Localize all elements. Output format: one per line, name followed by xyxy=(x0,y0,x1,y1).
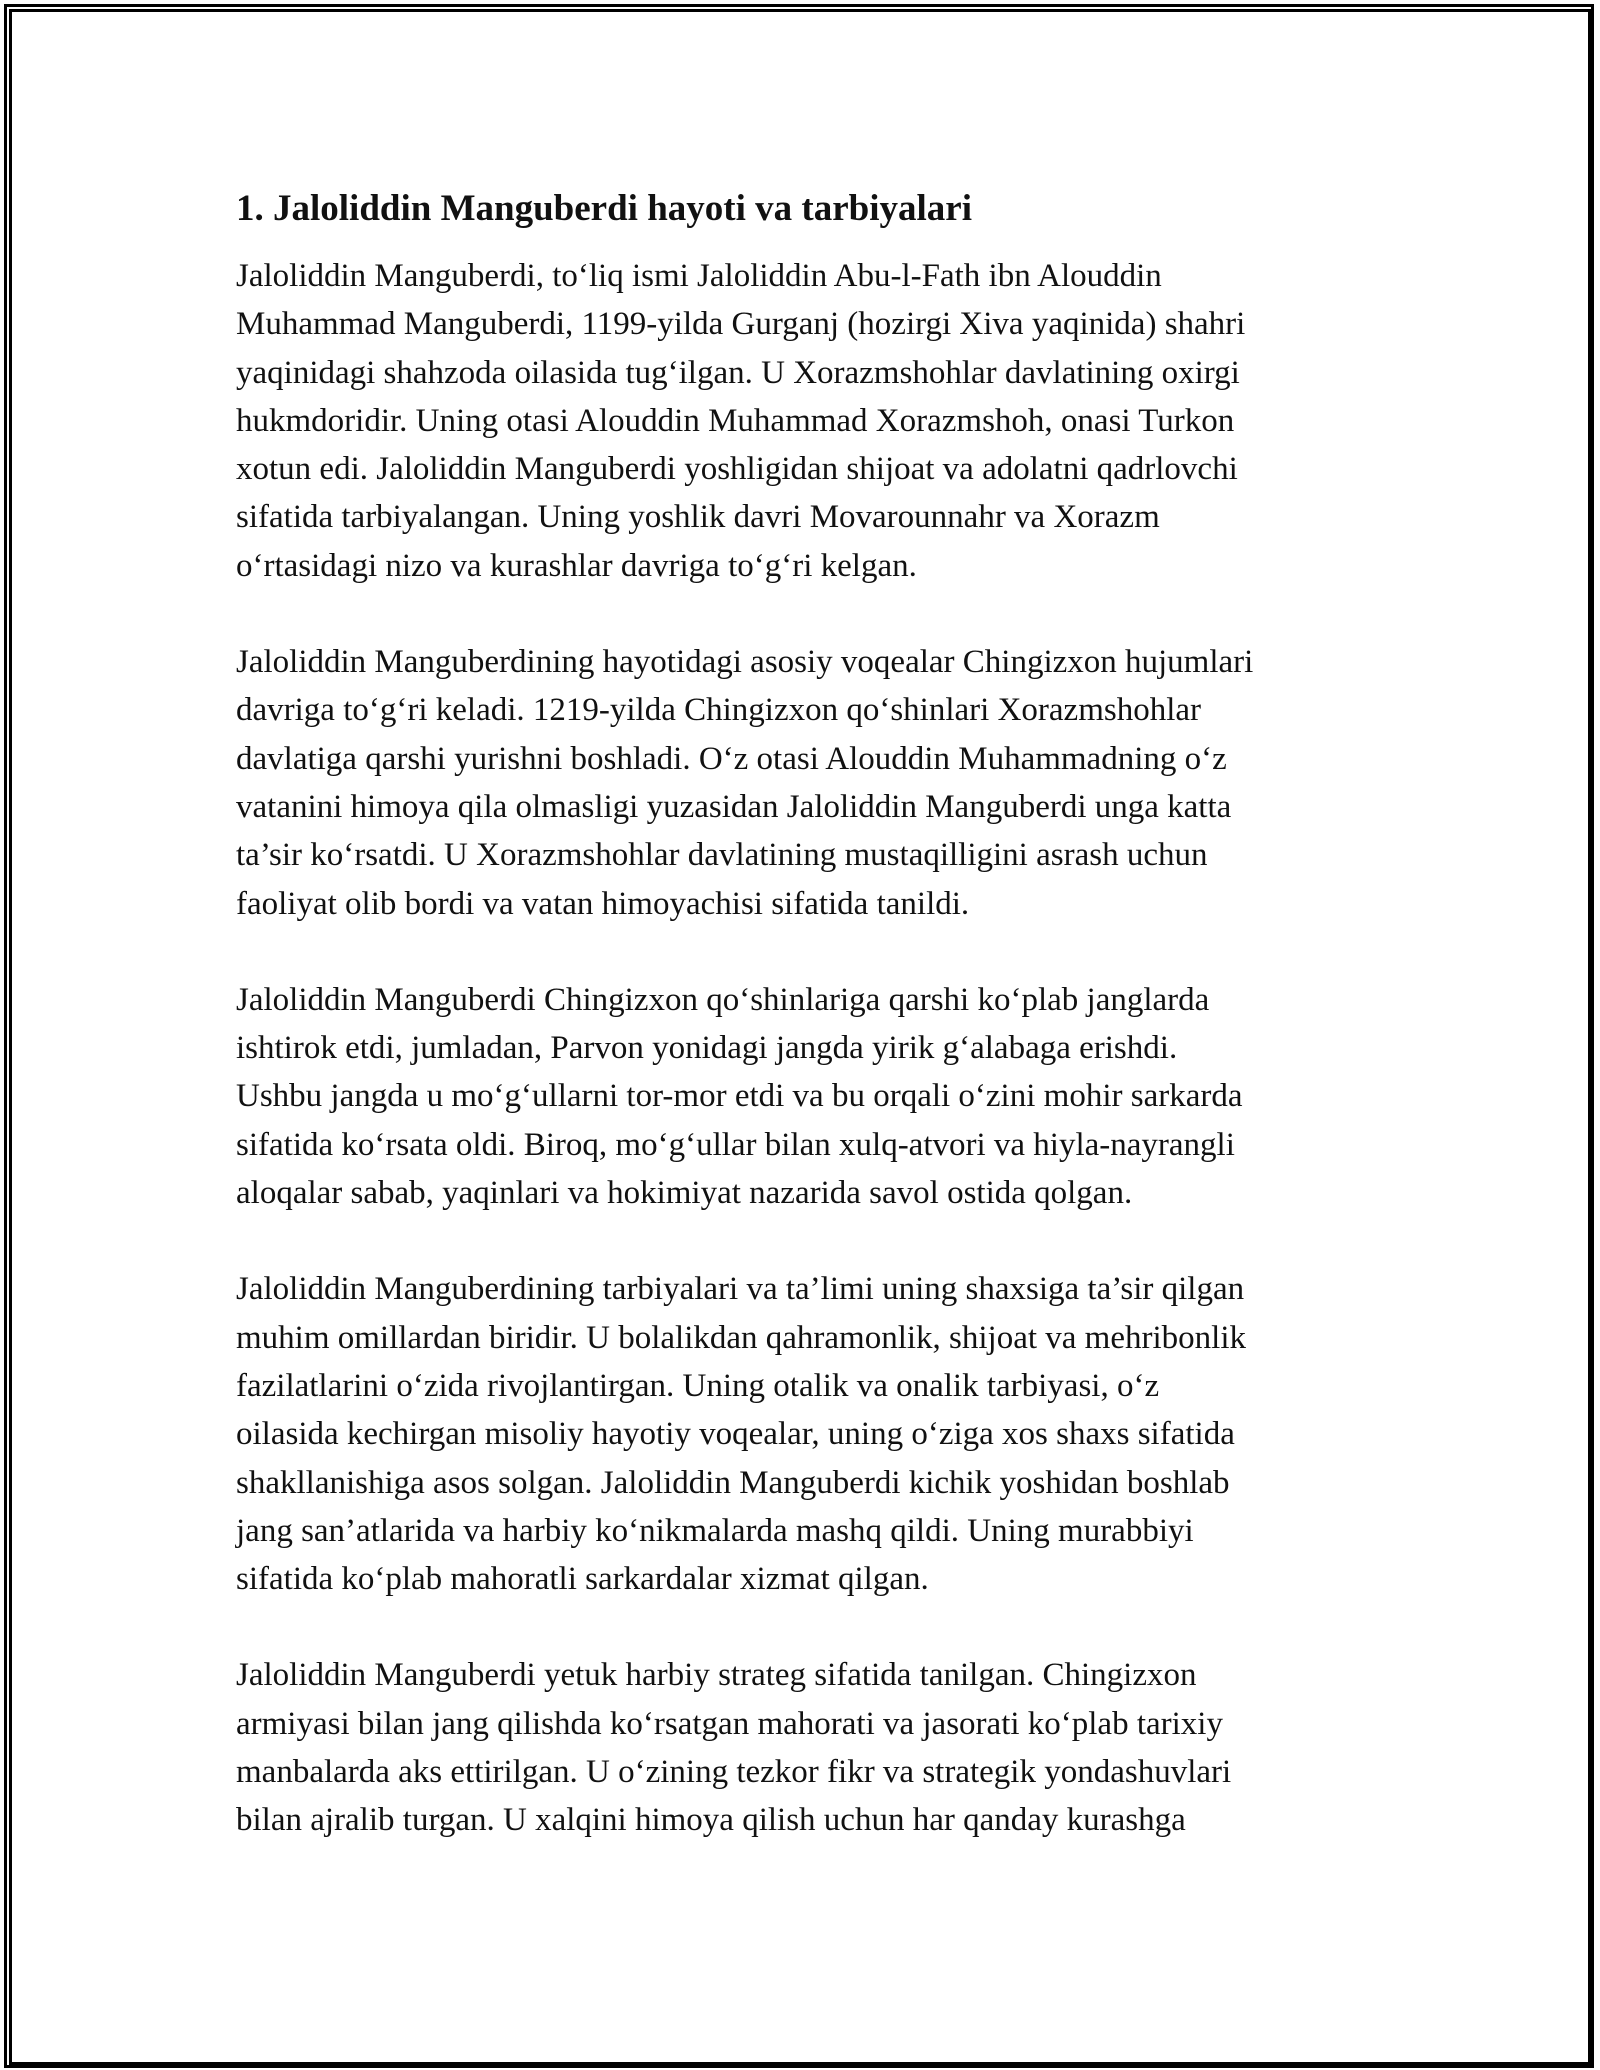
text-line: aloqalar sabab, yaqinlari va hokimiyat nazarida savol ostida qolgan. xyxy=(236,1175,1133,1212)
section-heading: 1. Jaloliddin Manguberdi hayoti va tarbiyalari xyxy=(236,188,972,229)
text-line: o‘rtasidagi nizo va kurashlar davriga to‘g‘ri kelgan. xyxy=(236,547,917,584)
text-line: Jaloliddin Manguberdining tarbiyalari va ta’limi uning shaxsiga ta’sir qilgan xyxy=(236,1271,1245,1308)
body-paragraph xyxy=(236,1265,1376,1603)
text-line: Jaloliddin Manguberdining hayotidagi asosiy voqealar Chingizxon hujumlari xyxy=(236,644,1254,681)
text-line: bilan ajralib turgan. U xalqini himoya qilish uchun har qanday kurashga xyxy=(236,1802,1186,1839)
text-line: armiyasi bilan jang qilishda ko‘rsatgan mahorati va jasorati ko‘plab tarixiy xyxy=(236,1705,1223,1742)
document-page xyxy=(236,186,1376,1893)
text-line: fazilatlarini o‘zida rivojlantirgan. Uning otalik va onalik tarbiyasi, o‘z xyxy=(236,1367,1160,1404)
text-line: oilasida kechirgan misoliy hayotiy voqealar, uning o‘ziga xos shaxs sifatida xyxy=(236,1416,1235,1453)
text-line: Jaloliddin Manguberdi, to‘liq ismi Jaloliddin Abu-l-Fath ibn Alouddin xyxy=(236,258,1162,294)
text-line: hukmdoridir. Uning otasi Alouddin Muhammad Xorazmshoh, onasi Turkon xyxy=(236,402,1235,439)
body-paragraph xyxy=(236,638,1376,928)
text-line: davlatiga qarshi yurishni boshladi. O‘z otasi Alouddin Muhammadning o‘z xyxy=(236,740,1227,777)
document-body xyxy=(236,252,1376,1845)
text-line: faoliyat olib bordi va vatan himoyachisi sifatida tanildi. xyxy=(236,885,970,922)
text-line: sifatida ko‘plab mahoratli sarkardalar xizmat qilgan. xyxy=(236,1561,929,1598)
text-line: xotun edi. Jaloliddin Manguberdi yoshligidan shijoat va adolatni qadrlovchi xyxy=(236,451,1238,488)
body-paragraph xyxy=(236,976,1376,1217)
body-paragraph xyxy=(236,252,1376,590)
text-line: Muhammad Manguberdi, 1199-yilda Gurganj (hozirgi Xiva yaqinida) shahri xyxy=(236,306,1246,343)
text-line: Jaloliddin Manguberdi yetuk harbiy strateg sifatida tanilgan. Chingizxon xyxy=(236,1657,1197,1694)
text-line: Jaloliddin Manguberdi Chingizxon qo‘shinlariga qarshi ko‘plab janglarda xyxy=(236,981,1210,1018)
text-line: shakllanishiga asos solgan. Jaloliddin Manguberdi kichik yoshidan boshlab xyxy=(236,1464,1230,1501)
text-line: manbalarda aks ettirilgan. U o‘zining tezkor fikr va strategik yondashuvlari xyxy=(236,1754,1232,1791)
text-line: Ushbu jangda u mo‘g‘ullarni tor-mor etdi va bu orqali o‘zini mohir sarkarda xyxy=(236,1078,1243,1115)
text-line: davriga to‘g‘ri keladi. 1219-yilda Chingizxon qo‘shinlari Xorazmshohlar xyxy=(236,692,1202,729)
text-line: yaqinidagi shahzoda oilasida tug‘ilgan. U Xorazmshohlar davlatining oxirgi xyxy=(236,354,1240,391)
body-paragraph xyxy=(236,1651,1376,1844)
text-line: ta’sir ko‘rsatdi. U Xorazmshohlar davlatining mustaqilligini asrash uchun xyxy=(236,837,1208,874)
text-line: jang san’atlarida va harbiy ko‘nikmalarda mashq qildi. Uning murabbiyi xyxy=(236,1512,1194,1549)
text-line: sifatida ko‘rsata oldi. Biroq, mo‘g‘ullar bilan xulq-atvori va hiyla-nayrangli xyxy=(236,1126,1235,1163)
text-line: muhim omillardan biridir. U bolalikdan qahramonlik, shijoat va mehribonlik xyxy=(236,1319,1246,1356)
text-line: ishtirok etdi, jumladan, Parvon yonidagi jangda yirik g‘alabaga erishdi. xyxy=(236,1030,1178,1067)
text-line: vatanini himoya qila olmasligi yuzasidan Jaloliddin Manguberdi unga katta xyxy=(236,788,1232,825)
text-line: sifatida tarbiyalangan. Uning yoshlik davri Movarounnahr va Xorazm xyxy=(236,499,1160,536)
